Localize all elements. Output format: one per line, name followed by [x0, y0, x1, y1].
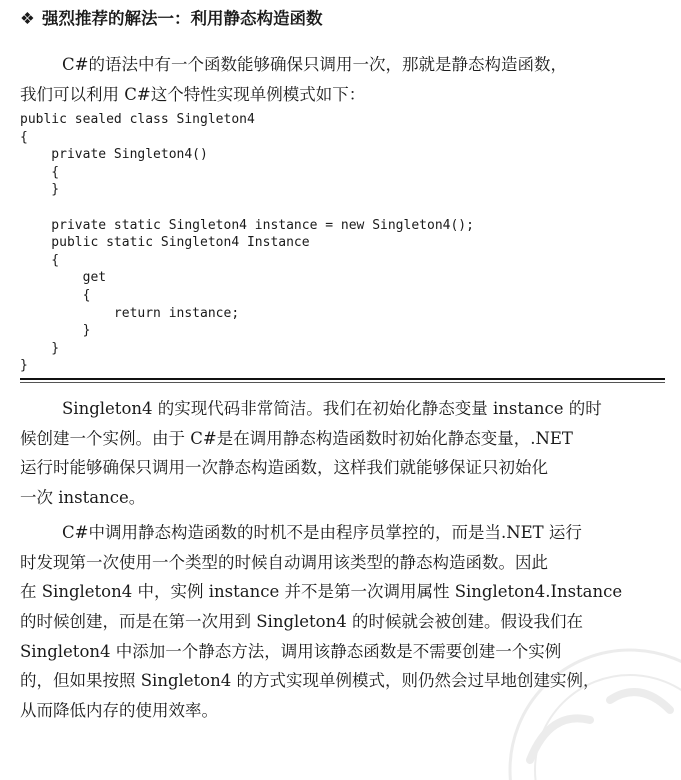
code-line: {: [20, 287, 91, 303]
code-listing: [20, 111, 474, 375]
explanation-paragraph-1: [20, 394, 661, 512]
paragraph-line: 的时候创建，而是在第一次用到 Singleton4 的时候就会被创建。假设我们在: [20, 612, 583, 632]
diamond-bullet-icon: ❖: [20, 9, 35, 28]
code-line: public static Singleton4 Instance: [20, 235, 310, 251]
paragraph-line: 时发现第一次使用一个类型的时候自动调用该类型的静态构造函数。因此: [20, 552, 548, 572]
code-line: public sealed class Singleton4: [20, 112, 255, 127]
paragraph-line: 一次 instance。: [20, 487, 146, 507]
intro-line: C#的语法中有一个函数能够确保只调用一次，那就是静态构造函数，: [62, 55, 567, 74]
code-end-rule: [20, 378, 665, 380]
paragraph-line: 从而降低内存的使用效率。: [20, 701, 218, 721]
code-line: get: [20, 270, 107, 286]
paragraph-line: Singleton4 中添加一个静态方法，调用该静态函数是不需要创建一个实例: [20, 641, 562, 661]
code-line: return instance;: [20, 305, 240, 321]
code-line: {: [20, 129, 28, 145]
code-line: private static Singleton4 instance = new Singleton4();: [20, 217, 474, 233]
intro-line: 我们可以利用 C#这个特性实现单例模式如下：: [20, 85, 366, 104]
paragraph-line: 在 Singleton4 中，实例 instance 并不是第一次调用属性 Singleton4.Instance: [20, 582, 623, 602]
code-line: }: [20, 182, 60, 198]
code-line: }: [20, 340, 60, 356]
paragraph-line: 运行时能够确保只调用一次静态构造函数，这样我们就能够保证只初始化: [20, 458, 548, 477]
code-line: [20, 199, 474, 217]
paragraph-line: Singleton4 的实现代码非常简洁。我们在初始化静态变量 instance 的时: [62, 399, 602, 418]
code-end-rule-thin: [20, 382, 665, 383]
code-line: private Singleton4(): [20, 147, 208, 163]
code-line: {: [20, 164, 60, 180]
section-title: 强烈推荐的解法一：利用静态构造函数: [42, 9, 323, 28]
code-line: }: [20, 323, 91, 339]
code-line: }: [20, 358, 28, 374]
intro-paragraph: [20, 50, 661, 110]
code-line: {: [20, 252, 60, 268]
watermark-stamp-icon: [420, 640, 681, 780]
paragraph-line: 候创建一个实例。由于 C#是在调用静态构造函数时初始化静态变量，.NET: [20, 428, 573, 448]
paragraph-line: 的，但如果按照 Singleton4 的方式实现单例模式，则仍然会过早地创建实例，: [20, 671, 600, 691]
section-heading: [20, 7, 323, 31]
paragraph-line: C#中调用静态构造函数的时机不是由程序员掌控的，而是当.NET 运行: [62, 523, 582, 542]
